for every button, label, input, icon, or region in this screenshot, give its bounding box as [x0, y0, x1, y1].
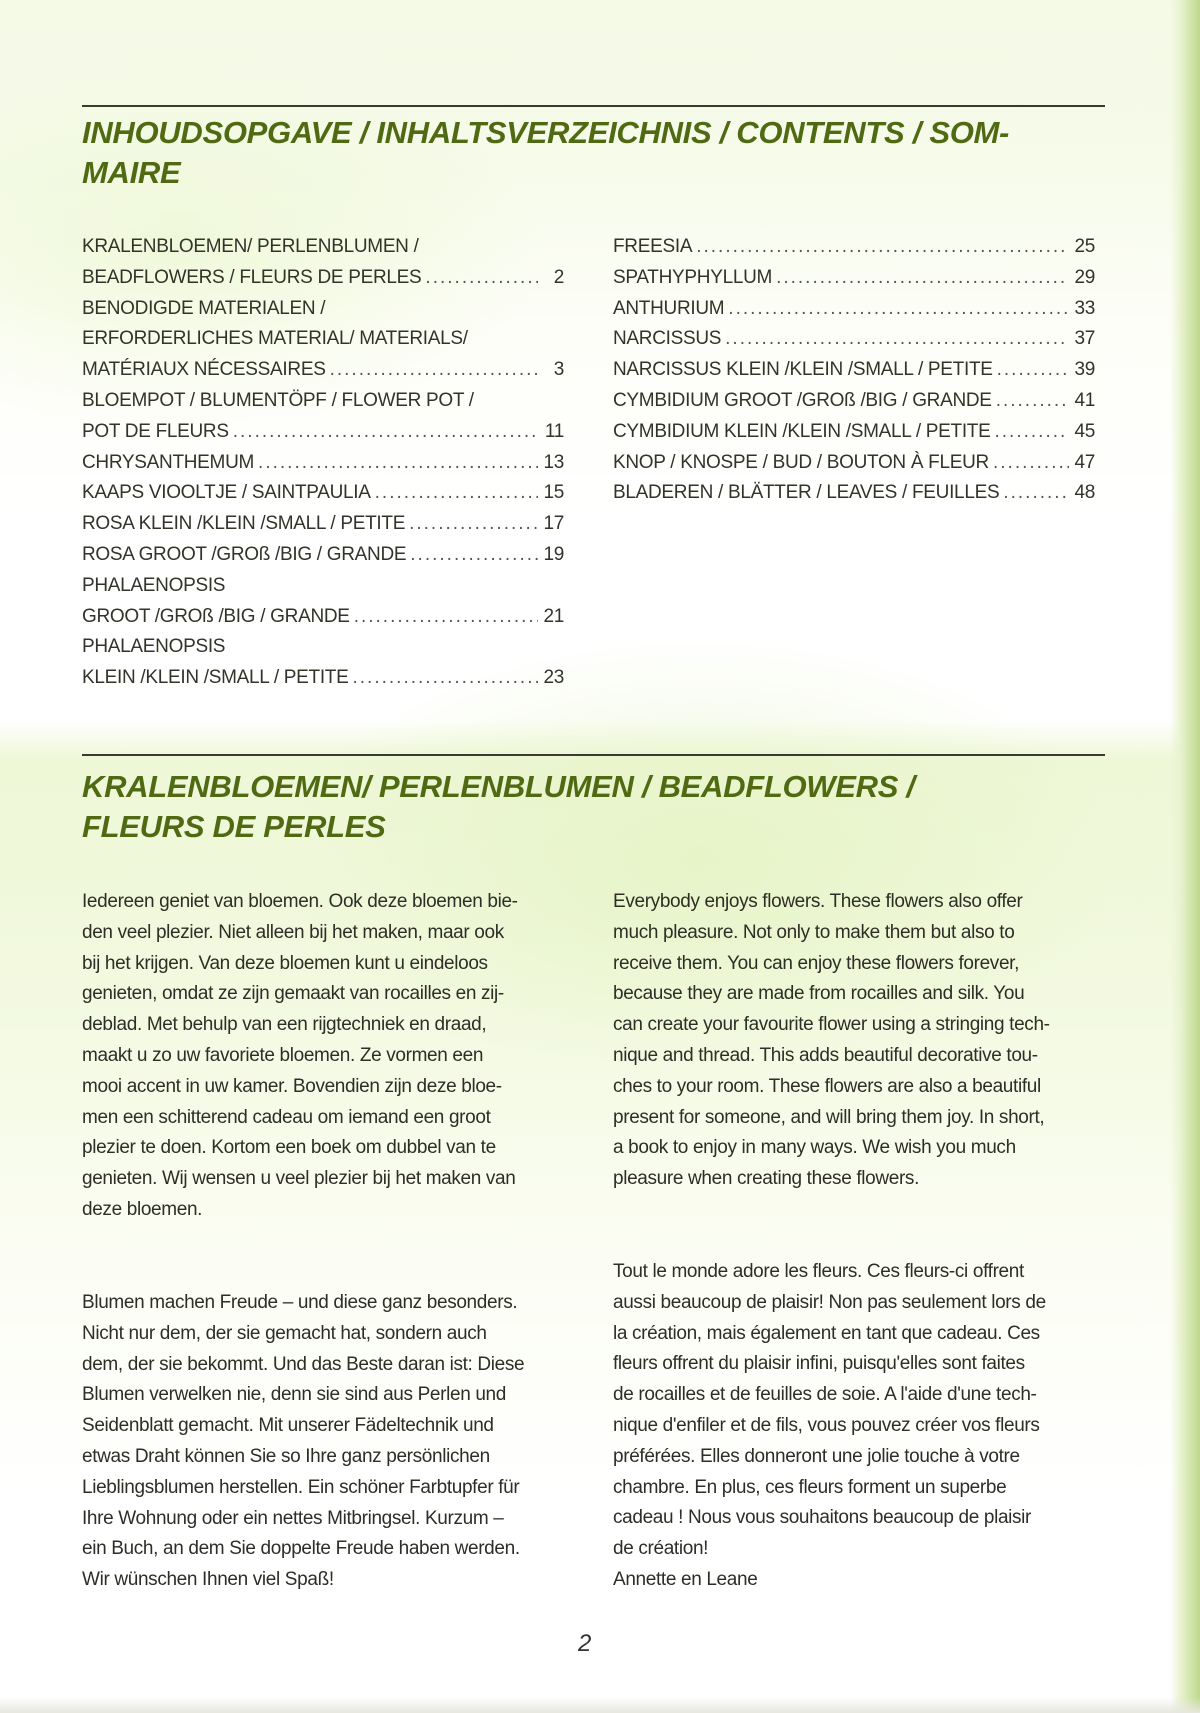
paragraph-line: Blumen machen Freude – und diese ganz besonders. — [82, 1292, 518, 1313]
paragraph-line: la création, mais également en tant que cadeau. Ces — [613, 1322, 1040, 1344]
toc-entry-page: 2 — [553, 266, 564, 288]
toc-entry-title: KRALENBLOEMEN/ PERLENBLUMEN / — [82, 236, 419, 257]
toc-entry-title: NARCISSUS KLEIN /KLEIN /SMALL / PETITE — [613, 359, 993, 381]
paragraph-line: can create your favourite flower using a stringing tech- — [613, 1014, 1050, 1036]
toc-entry-page: 17 — [543, 513, 564, 535]
toc-entry-title: KNOP / KNOSPE / BUD / BOUTON À FLEUR — [613, 451, 989, 473]
toc-leader-dots — [776, 263, 1069, 294]
toc-entry — [82, 540, 564, 571]
toc-entry — [82, 263, 564, 294]
toc-leader-dots — [330, 355, 538, 386]
toc-heading — [82, 113, 1009, 193]
paragraph-line: de création! — [613, 1538, 709, 1560]
paragraph-line: Iedereen geniet van bloemen. Ook deze bloemen bie- — [82, 891, 518, 912]
toc-entry — [613, 294, 1095, 325]
paragraph-line: aussi beaucoup de plaisir! Non pas seulement lors de — [613, 1291, 1046, 1313]
paragraph-line: plezier te doen. Kortom een boek om dubbel van te — [82, 1137, 496, 1159]
paragraph-line: men een schitterend cadeau om iemand een groot — [82, 1106, 491, 1128]
toc-entry-title: PHALAENOPSIS — [82, 636, 226, 658]
paragraph-line: dem, der sie bekommt. Und das Beste daran ist: Diese — [82, 1353, 525, 1375]
toc-entry-title: KAAPS VIOOLTJE / SAINTPAULIA — [82, 482, 371, 504]
toc-entry-page: 15 — [543, 482, 564, 504]
paragraph-line: ches to your room. These flowers are also a beautiful — [613, 1075, 1041, 1097]
paragraph-line: chambre. En plus, ces fleurs forment un superbe — [613, 1476, 1007, 1498]
toc-entry-title: KLEIN /KLEIN /SMALL / PETITE — [82, 667, 349, 689]
paragraph-line: bij het krijgen. Van deze bloemen kunt u eindeloos — [82, 952, 488, 974]
toc-entry-title: POT DE FLEURS — [82, 420, 229, 442]
page-number: 2 — [578, 1630, 592, 1657]
paragraph-line: Lieblingsblumen herstellen. Ein schöner Farbtupfer für — [82, 1476, 520, 1498]
toc-entry — [613, 386, 1095, 417]
toc-leader-dots — [409, 509, 538, 540]
toc-entry — [82, 632, 564, 663]
toc-divider-rule — [82, 105, 1105, 107]
toc-column-right — [613, 232, 1095, 509]
toc-entry — [82, 324, 564, 355]
paragraph-line: etwas Draht können Sie so Ihre ganz persönlichen — [82, 1445, 490, 1467]
toc-entry-page: 48 — [1074, 482, 1095, 504]
toc-entry-page: 45 — [1074, 420, 1095, 442]
toc-entry — [82, 386, 564, 417]
toc-entry — [613, 355, 1095, 386]
toc-entry-page: 37 — [1074, 328, 1095, 350]
toc-leader-dots — [725, 324, 1069, 355]
toc-leader-dots — [696, 232, 1069, 263]
section-heading — [82, 767, 915, 847]
toc-leader-dots — [996, 386, 1069, 417]
toc-entry — [613, 478, 1095, 509]
toc-entry — [82, 571, 564, 602]
paragraph-line: ein Buch, an dem Sie doppelte Freude haben werden. — [82, 1538, 520, 1560]
toc-entry-page: 29 — [1074, 266, 1095, 288]
toc-entry-title: SPATHYPHYLLUM — [613, 266, 773, 288]
toc-entry-title: GROOT /GROß /BIG / GRANDE — [82, 605, 350, 627]
toc-entry-title: BEADFLOWERS / FLEURS DE PERLES — [82, 266, 422, 288]
toc-entry-page: 47 — [1074, 451, 1095, 473]
toc-entry-title: ANTHURIUM — [613, 297, 725, 319]
toc-leader-dots — [1003, 478, 1069, 509]
toc-leader-dots — [995, 417, 1070, 448]
paragraph-french — [613, 1257, 1046, 1565]
paragraph-line: den veel plezier. Niet alleen bij het maken, maar ook — [82, 921, 504, 943]
toc-entry-title: CYMBIDIUM KLEIN /KLEIN /SMALL / PETITE — [613, 420, 991, 442]
page-bottom-edge — [0, 1697, 1200, 1713]
toc-entry — [613, 417, 1095, 448]
toc-entry-page: 21 — [543, 605, 564, 627]
toc-heading-line-1: INHOUDSOPGAVE / INHALTSVERZEICHNIS / CONTENTS / SOM- — [82, 115, 1010, 150]
toc-leader-dots — [728, 294, 1069, 325]
paragraph-line: nique and thread. This adds beautiful decorative tou- — [613, 1044, 1038, 1066]
paragraph-line: Blumen verwelken nie, denn sie sind aus Perlen und — [82, 1384, 506, 1406]
paragraph-line: Wir wünschen Ihnen viel Spaß! — [82, 1569, 334, 1591]
toc-entry-page: 19 — [543, 543, 564, 565]
section-heading-line-2: FLEURS DE PERLES — [82, 809, 386, 844]
toc-entry-title: ERFORDERLICHES MATERIAL/ MATERIALS/ — [82, 328, 468, 350]
toc-leader-dots — [993, 448, 1069, 479]
paragraph-line: Everybody enjoys flowers. These flowers also offer — [613, 891, 1023, 912]
toc-entry-title: CYMBIDIUM GROOT /GROß /BIG / GRANDE — [613, 389, 992, 411]
toc-entry — [82, 294, 564, 325]
paragraph-english — [613, 887, 1050, 1195]
section-divider-rule — [82, 754, 1105, 756]
paragraph-line: cadeau ! Nous vous souhaitons beaucoup de plaisir — [613, 1507, 1032, 1529]
toc-entry-page: 25 — [1074, 236, 1095, 257]
toc-entry — [82, 663, 564, 694]
toc-entry — [613, 263, 1095, 294]
paragraph-line: Tout le monde adore les fleurs. Ces fleurs-ci offrent — [613, 1261, 1024, 1282]
toc-entry — [82, 417, 564, 448]
signature: Annette en Leane — [613, 1569, 758, 1590]
paragraph-line: nique d'enfiler et de fils, vous pouvez créer vos fleurs — [613, 1414, 1040, 1436]
toc-entry-title: NARCISSUS — [613, 328, 722, 350]
toc-entry-title: BLOEMPOT / BLUMENTÖPF / FLOWER POT / — [82, 389, 474, 411]
toc-entry-title: MATÉRIAUX NÉCESSAIRES — [82, 359, 326, 381]
toc-leader-dots — [353, 663, 539, 694]
paragraph-line: pleasure when creating these flowers. — [613, 1168, 920, 1190]
toc-entry-page: 41 — [1074, 389, 1095, 411]
paragraph-line: because they are made from rocailles and silk. You — [613, 983, 1025, 1005]
paragraph-line: mooi accent in uw kamer. Bovendien zijn deze bloe- — [82, 1075, 502, 1097]
toc-entry — [82, 448, 564, 479]
paragraph-line: receive them. You can enjoy these flowers forever, — [613, 952, 1020, 974]
toc-entry — [82, 602, 564, 633]
paragraph-line: a book to enjoy in many ways. We wish you much — [613, 1137, 1016, 1159]
toc-entry-title: CHRYSANTHEMUM — [82, 451, 255, 473]
toc-entry-page: 3 — [553, 359, 564, 381]
toc-leader-dots — [375, 478, 538, 509]
paragraph-line: maakt u zo uw favoriete bloemen. Ze vormen een — [82, 1044, 484, 1066]
paragraph-dutch — [82, 887, 518, 1226]
toc-leader-dots — [997, 355, 1069, 386]
paragraph-german — [82, 1288, 524, 1596]
toc-entry-page: 33 — [1074, 297, 1095, 319]
paragraph-line: much pleasure. Not only to make them but also to — [613, 921, 1015, 943]
toc-entry-page: 13 — [543, 451, 564, 473]
paragraph-line: deblad. Met behulp van een rijgtechniek en draad, — [82, 1014, 487, 1036]
toc-heading-line-2: MAIRE — [82, 155, 181, 190]
paragraph-line: Ihre Wohnung oder ein nettes Mitbringsel. Kurzum – — [82, 1507, 504, 1529]
toc-entry-title: ROSA KLEIN /KLEIN /SMALL / PETITE — [82, 513, 406, 535]
toc-leader-dots — [410, 540, 538, 571]
paragraph-line: present for someone, and will bring them joy. In short, — [613, 1106, 1045, 1128]
toc-leader-dots — [258, 448, 538, 479]
paragraph-line: genieten. Wij wensen u veel plezier bij het maken van — [82, 1168, 516, 1190]
paragraph-line: deze bloemen. — [82, 1198, 203, 1220]
toc-entry — [613, 324, 1095, 355]
toc-leader-dots — [425, 263, 538, 294]
paragraph-line: Nicht nur dem, der sie gemacht hat, sondern auch — [82, 1322, 487, 1344]
toc-entry-page: 11 — [544, 420, 564, 442]
toc-entry-title: FREESIA — [613, 236, 693, 257]
toc-entry-page: 23 — [543, 667, 564, 689]
toc-entry-title: ROSA GROOT /GROß /BIG / GRANDE — [82, 543, 407, 565]
page-edge-shadow — [1170, 0, 1200, 1713]
paragraph-line: Seidenblatt gemacht. Mit unserer Fädeltechnik und — [82, 1415, 494, 1437]
toc-entry — [613, 448, 1095, 479]
paragraph-line: fleurs offrent du plaisir infini, puisqu'elles sont faites — [613, 1353, 1025, 1375]
toc-entry — [613, 232, 1095, 263]
toc-leader-dots — [233, 417, 538, 448]
paragraph-line: de rocailles et de feuilles de soie. A l'aide d'une tech- — [613, 1384, 1037, 1406]
toc-entry-title: PHALAENOPSIS — [82, 574, 226, 596]
toc-entry — [82, 509, 564, 540]
paragraph-line: genieten, omdat ze zijn gemaakt van rocailles en zij- — [82, 983, 504, 1005]
toc-leader-dots — [354, 602, 538, 633]
toc-entry — [82, 478, 564, 509]
paragraph-line: préférées. Elles donneront une jolie touche à votre — [613, 1445, 1020, 1467]
toc-entry-title: BENODIGDE MATERIALEN / — [82, 297, 326, 319]
toc-column-left — [82, 232, 564, 694]
toc-entry — [82, 232, 564, 263]
toc-entry-page: 39 — [1074, 359, 1095, 381]
toc-entry-title: BLADEREN / BLÄTTER / LEAVES / FEUILLES — [613, 482, 1000, 504]
toc-entry — [82, 355, 564, 386]
section-heading-line-1: KRALENBLOEMEN/ PERLENBLUMEN / BEADFLOWERS / — [82, 769, 915, 804]
